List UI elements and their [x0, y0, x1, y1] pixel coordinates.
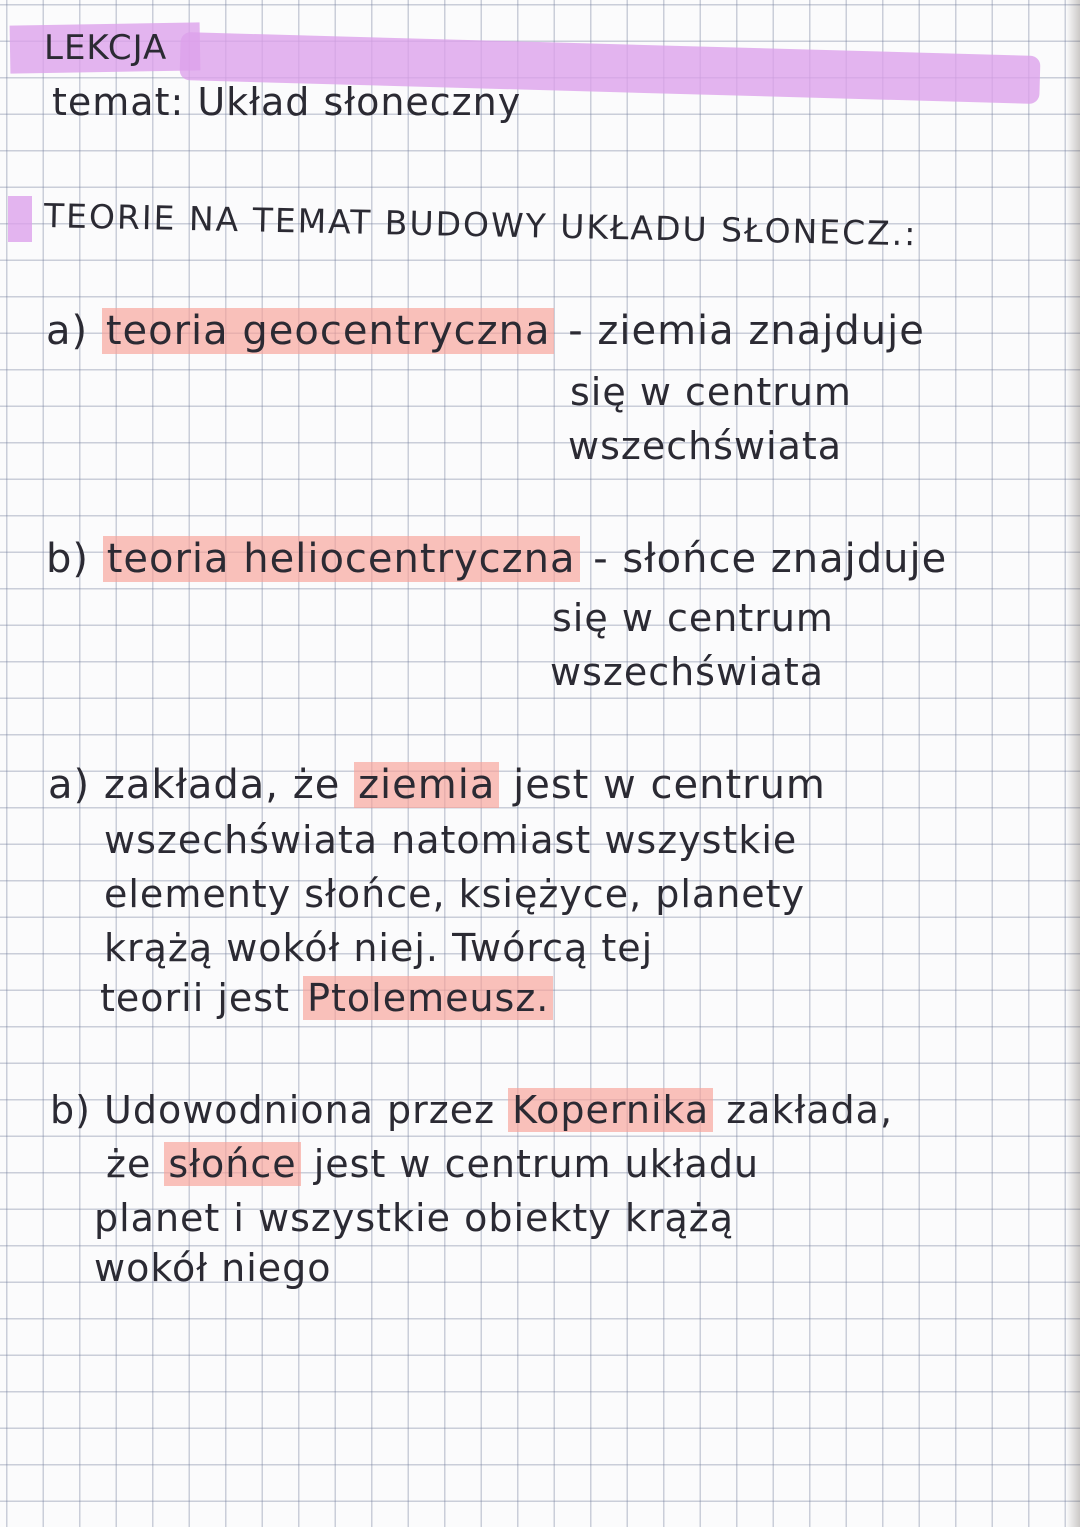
explanation-a-l1-post: jest w centrum — [513, 762, 826, 808]
theory-b-def-line2: się w centrum — [552, 596, 834, 640]
explanation-a-ptolemeusz: Ptolemeusz. — [303, 976, 553, 1020]
explanation-b-l2-post: jest w centrum układu — [313, 1142, 760, 1186]
theory-b-dash: - — [593, 536, 609, 582]
section-title: TEORIE NA TEMAT BUDOWY UKŁADU SŁONECZ.: — [43, 196, 918, 254]
explanation-a-line4: krążą wokół niej. Twórcą tej — [104, 926, 654, 970]
explanation-b-l1-post: zakłada, — [726, 1088, 894, 1132]
theory-b-name: teoria heliocentryczna — [103, 536, 580, 582]
explanation-b-l1-pre: Udowodniona przez — [104, 1088, 496, 1132]
theory-b-def-line3: wszechświata — [550, 650, 825, 694]
theory-b-line — [46, 536, 947, 582]
explanation-b-kopernika: Kopernika — [508, 1088, 713, 1132]
theory-b-marker: b) — [46, 536, 89, 582]
explanation-a-l5-pre: teorii jest — [100, 976, 290, 1020]
explanation-b-line3: planet i wszystkie obiekty krążą — [94, 1196, 734, 1240]
explanation-a-line2: wszechświata natomiast wszystkie — [104, 818, 798, 862]
section-title-highlight — [8, 196, 32, 242]
explanation-b-marker: b) — [50, 1088, 91, 1132]
explanation-a-l1-pre: zakłada, że — [103, 762, 341, 808]
theory-a-def-line1: ziemia znajduje — [597, 308, 925, 354]
theory-a-def-line2: się w centrum — [570, 370, 852, 414]
lesson-topic: temat: Układ słoneczny — [52, 80, 522, 124]
explanation-b-l2-pre: że — [106, 1142, 152, 1186]
explanation-b-line2 — [106, 1142, 759, 1186]
explanation-b-line4: wokół niego — [94, 1246, 332, 1290]
theory-a-line — [46, 308, 925, 354]
explanation-a-ziemia: ziemia — [354, 762, 499, 808]
theory-a-dash: - — [568, 308, 584, 354]
explanation-a-marker: a) — [48, 762, 91, 808]
theory-a-marker: a) — [46, 308, 89, 354]
explanation-a-line5 — [100, 976, 553, 1020]
lesson-label: LEKCJA — [44, 28, 168, 68]
explanation-b-line1 — [50, 1088, 893, 1132]
theory-a-def-line3: wszechświata — [568, 424, 843, 468]
explanation-b-slonce: słońce — [164, 1142, 300, 1186]
theory-a-name: teoria geocentryczna — [102, 308, 555, 354]
explanation-a-line3: elementy słońce, księżyce, planety — [104, 872, 806, 916]
theory-b-def-line1: słońce znajduje — [622, 536, 948, 582]
explanation-a-line1 — [48, 762, 826, 808]
